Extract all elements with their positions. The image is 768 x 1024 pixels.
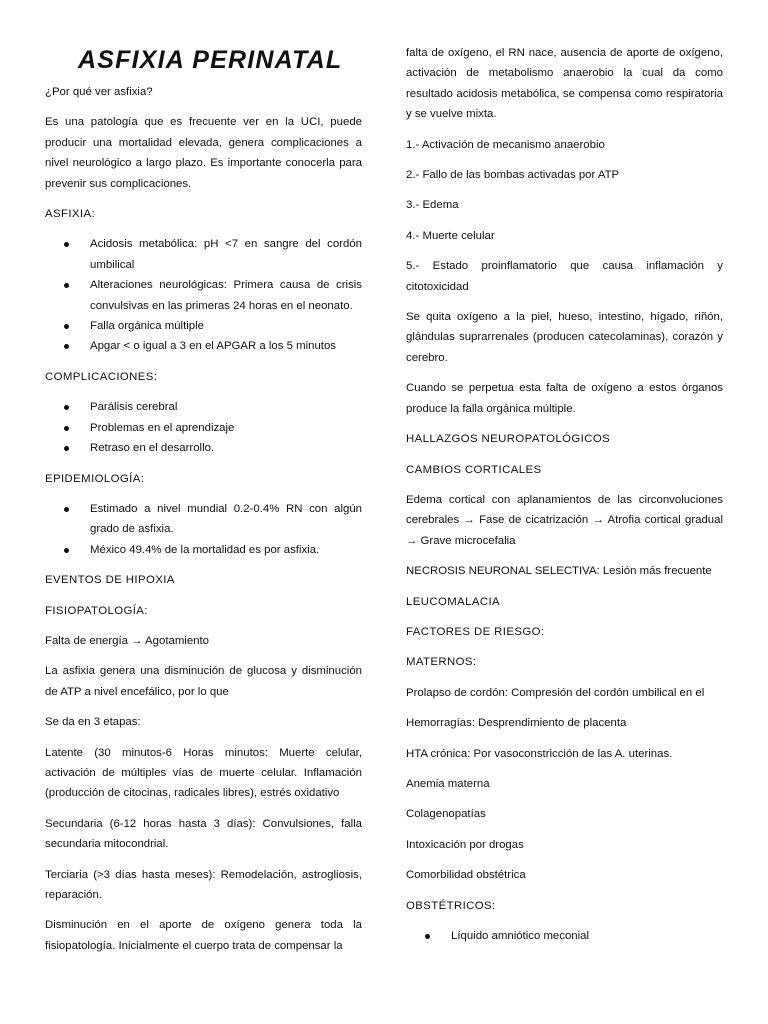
obstetricos-list <box>406 926 723 946</box>
list-item: Retraso en el desarrollo. <box>45 438 362 458</box>
necrosis-line: NECROSIS NEURONAL SELECTIVA: Lesión más frecuente <box>406 565 712 578</box>
list-item: Estimado a nivel mundial 0.2-0.4% RN con algún grado de asfixia. <box>45 499 362 540</box>
materno-item: Prolapso de cordón: Compresión del cordón umbilical en el <box>406 686 705 699</box>
list-item: Parálisis cerebral <box>45 397 362 417</box>
bullet-icon <box>64 405 69 410</box>
question-line: ¿Por qué ver asfixia? <box>45 86 153 98</box>
bullet-icon <box>64 242 69 247</box>
cambios-heading: CAMBIOS CORTICALES <box>406 463 542 476</box>
latente-paragraph: Latente (30 minutos-6 Horas minutos: Muerte celular, activación de múltiples vías de muerte celular. Inflamación (producción de citocinas, radicales libres), estrés oxidativo <box>45 746 362 800</box>
bullet-icon <box>64 344 69 349</box>
step-2: 2.- Fallo de las bombas activadas por ATP <box>406 169 620 182</box>
obstetricos-heading: OBSTÉTRICOS: <box>406 899 496 912</box>
materno-item: Anemia materna <box>406 777 490 790</box>
list-item: México 49.4% de la mortalidad es por asfixia. <box>45 540 362 560</box>
falta-energia-line: Falta de energía → Agotamiento <box>45 634 210 647</box>
step-5: 5.- Estado proinflamatorio que causa inflamación y citotoxicidad <box>406 260 723 293</box>
asfixia-heading: ASFIXIA: <box>45 208 96 221</box>
list-item: Líquido amniótico meconial <box>406 926 723 946</box>
right-column <box>406 43 723 956</box>
asfixia-genera-paragraph: La asfixia genera una disminución de glucosa y disminución de ATP a nivel encefálico, por lo que <box>45 665 362 698</box>
edema-cortical-paragraph: Edema cortical con aplanamientos de las circonvoluciones cerebrales → Fase de cicatrización → Atrofia cortical gradual → Grave microcefalia <box>406 493 723 547</box>
bullet-icon <box>425 934 430 939</box>
left-column <box>45 82 362 966</box>
bullet-icon <box>64 324 69 329</box>
quita-oxigeno-paragraph: Se quita oxígeno a la piel, hueso, intestino, hígado, riñón, glándulas suprarrenales (producen catecolaminas), corazón y cerebro. <box>406 311 723 364</box>
epidemiologia-list <box>45 499 362 560</box>
terciaria-paragraph: Terciaria (>3 días hasta meses): Remodelación, astrogliosis, reparación. <box>45 868 362 901</box>
eventos-heading: EVENTOS DE HIPOXIA <box>45 574 175 587</box>
maternos-heading: MATERNOS: <box>406 656 477 669</box>
list-item: Alteraciones neurológicas: Primera causa de crisis convulsivas en las primeras 24 horas en el neonato. <box>45 275 362 316</box>
factores-heading: FACTORES DE RIESGO: <box>406 625 545 638</box>
materno-item: Intoxicación por drogas <box>406 838 524 851</box>
secundaria-paragraph: Secundaria (6-12 horas hasta 3 días): Convulsiones, falla secundaria mitocondrial. <box>45 817 362 851</box>
document-title: ASFIXIA PERINATAL <box>78 46 343 74</box>
etapas-intro: Se da en 3 etapas: <box>45 716 141 729</box>
list-item: Problemas en el aprendizaje <box>45 418 362 438</box>
perpetua-paragraph: Cuando se perpetua esta falta de oxígeno a estos órganos produce la falla orgánica múltiple. <box>406 382 723 415</box>
bullet-icon <box>64 426 69 431</box>
complicaciones-list <box>45 397 362 458</box>
leucomalacia-heading: LEUCOMALACIA <box>406 595 501 608</box>
bullet-icon <box>64 548 69 553</box>
list-item: Acidosis metabólica: pH <7 en sangre del cordón umbilical <box>45 234 362 275</box>
fisiopatologia-heading: FISIOPATOLOGÍA: <box>45 604 148 617</box>
step-4: 4.- Muerte celular <box>406 229 495 242</box>
asfixia-list <box>45 234 362 356</box>
step-1: 1.- Activación de mecanismo anaerobio <box>406 138 605 151</box>
list-item: Apgar < o igual a 3 en el APGAR a los 5 minutos <box>45 336 362 356</box>
disminucion-paragraph: Disminución en el aporte de oxígeno genera toda la fisiopatología. Inicialmente el cuerpo trata de compensar la <box>45 919 362 952</box>
list-item: Falla orgánica múltiple <box>45 316 362 336</box>
materno-item: HTA crónica: Por vasoconstricción de las A. uterinas. <box>406 747 673 760</box>
hallazgos-heading: HALLAZGOS NEUROPATOLÓGICOS <box>406 433 611 446</box>
complicaciones-heading: COMPLICACIONES: <box>45 370 158 383</box>
step-3: 3.- Edema <box>406 199 459 212</box>
materno-item: Comorbilidad obstétrica <box>406 869 526 882</box>
bullet-icon <box>64 446 69 451</box>
materno-item: Colagenopatías <box>406 808 486 821</box>
intro-paragraph: Es una patología que es frecuente ver en la UCI, puede producir una mortalidad elevada, genera complicaciones a nivel neurológico a largo plazo. Es importante conocerla para prevenir sus complicaciones. <box>45 116 362 190</box>
materno-item: Hemorragías: Desprendimiento de placenta <box>406 717 627 730</box>
epidemiologia-heading: EPIDEMIOLOGÍA: <box>45 472 145 485</box>
continuation-paragraph: falta de oxígeno, el RN nace, ausencia de aporte de oxígeno, activación de metabolismo anaerobio la cual da como resultado acidosis metabólica, se compensa como respiratoria y se vuelve mixta. <box>406 47 723 121</box>
bullet-icon <box>64 507 69 512</box>
bullet-icon <box>64 283 69 288</box>
